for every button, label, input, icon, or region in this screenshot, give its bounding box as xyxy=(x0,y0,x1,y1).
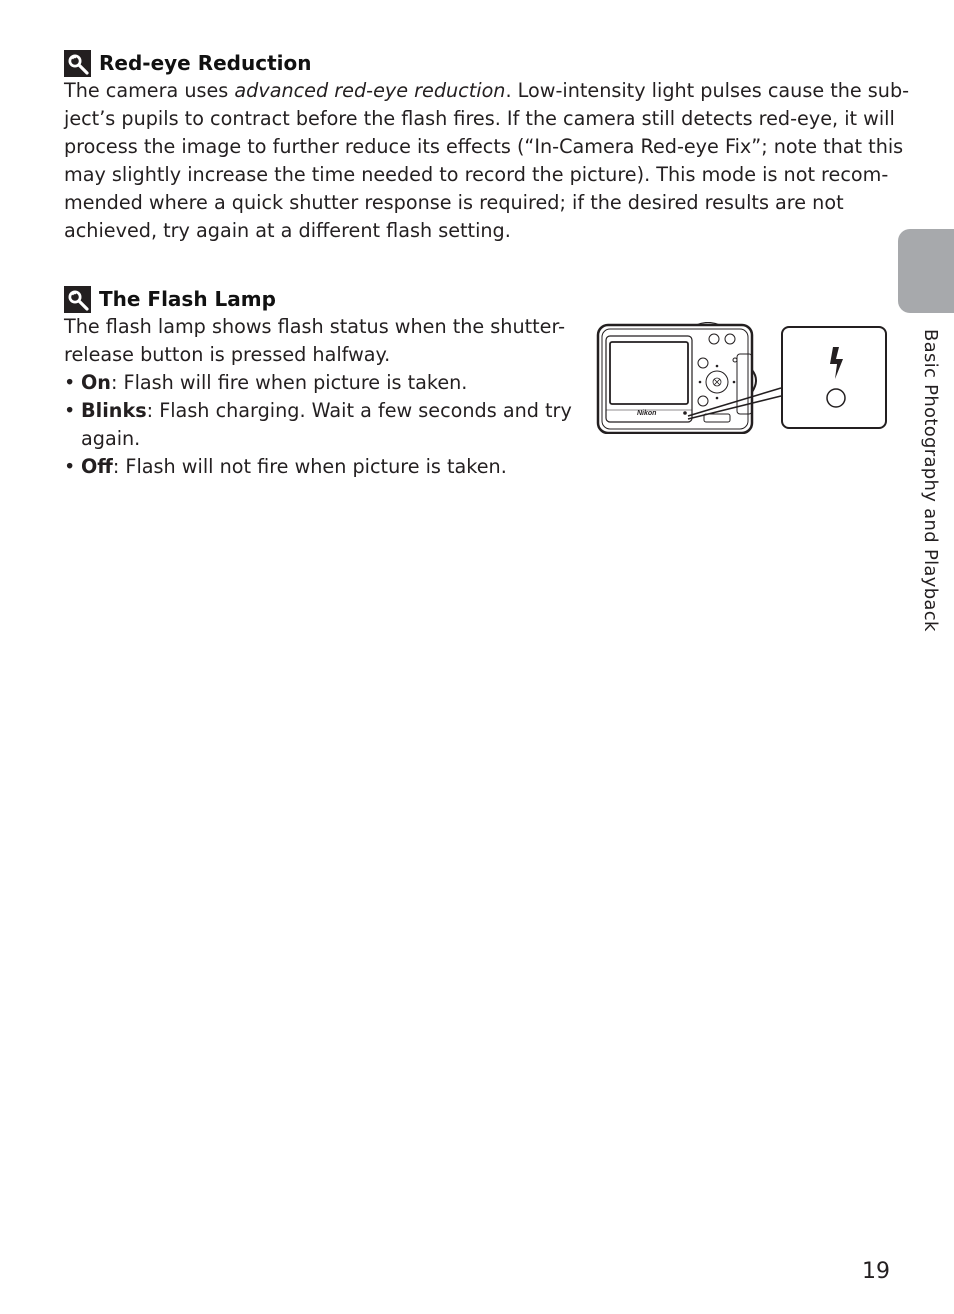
flash-lamp-callout xyxy=(781,326,887,429)
body-line: process the image to further reduce its effects (“In-Camera Red-eye Fix”; note that this xyxy=(64,135,904,158)
bullet-term: Blinks xyxy=(81,399,147,422)
section-title: Red-eye Reduction xyxy=(99,51,312,75)
note-magnifier-icon xyxy=(64,50,91,77)
body-line: ject’s pupils to contract before the flash fires. If the camera still detects red-eye, it will xyxy=(64,107,895,130)
section-heading xyxy=(64,285,572,313)
body-line: mended where a quick shutter response is required; if the desired results are not xyxy=(64,191,844,214)
body-line: The camera uses advanced red-eye reduction. Low-intensity light pulses cause the sub- xyxy=(64,79,910,102)
flash-icon xyxy=(826,347,846,379)
section-red-eye-reduction xyxy=(64,49,909,245)
section-flash-lamp xyxy=(64,285,572,481)
section-title: The Flash Lamp xyxy=(99,287,276,311)
body-line: The flash lamp shows flash status when the shutter- xyxy=(64,315,566,338)
bullet-text: : Flash charging. Wait a few seconds and try xyxy=(146,399,572,422)
bullet-dot: • xyxy=(64,399,76,422)
note-magnifier-icon xyxy=(64,286,91,313)
body-line: may slightly increase the time needed to record the picture). This mode is not recom- xyxy=(64,163,889,186)
section-body xyxy=(64,77,909,245)
body-line: release button is pressed halfway. xyxy=(64,343,391,366)
bullet-text: : Flash will fire when picture is taken. xyxy=(110,371,468,394)
section-intro xyxy=(64,313,572,369)
list-item-blinks xyxy=(64,397,572,453)
bullet-dot: • xyxy=(64,455,76,478)
page-number: 19 xyxy=(862,1259,890,1284)
bullet-dot: • xyxy=(64,371,76,394)
section-heading xyxy=(64,49,909,77)
list-item-on xyxy=(64,369,572,397)
bullet-text: again. xyxy=(81,427,141,450)
body-line: achieved, try again at a different flash setting. xyxy=(64,219,511,242)
bullet-term: Off xyxy=(81,455,113,478)
chapter-label: Basic Photography and Playback xyxy=(920,329,941,632)
chapter-tab xyxy=(898,229,954,313)
flash-status-list xyxy=(64,369,572,481)
bullet-term: On xyxy=(81,371,111,394)
camera-brand-logo: Nikon xyxy=(637,410,657,417)
lamp-circle-icon xyxy=(825,387,847,409)
bullet-text: : Flash will not fire when picture is taken. xyxy=(112,455,507,478)
list-item-off xyxy=(64,453,572,481)
